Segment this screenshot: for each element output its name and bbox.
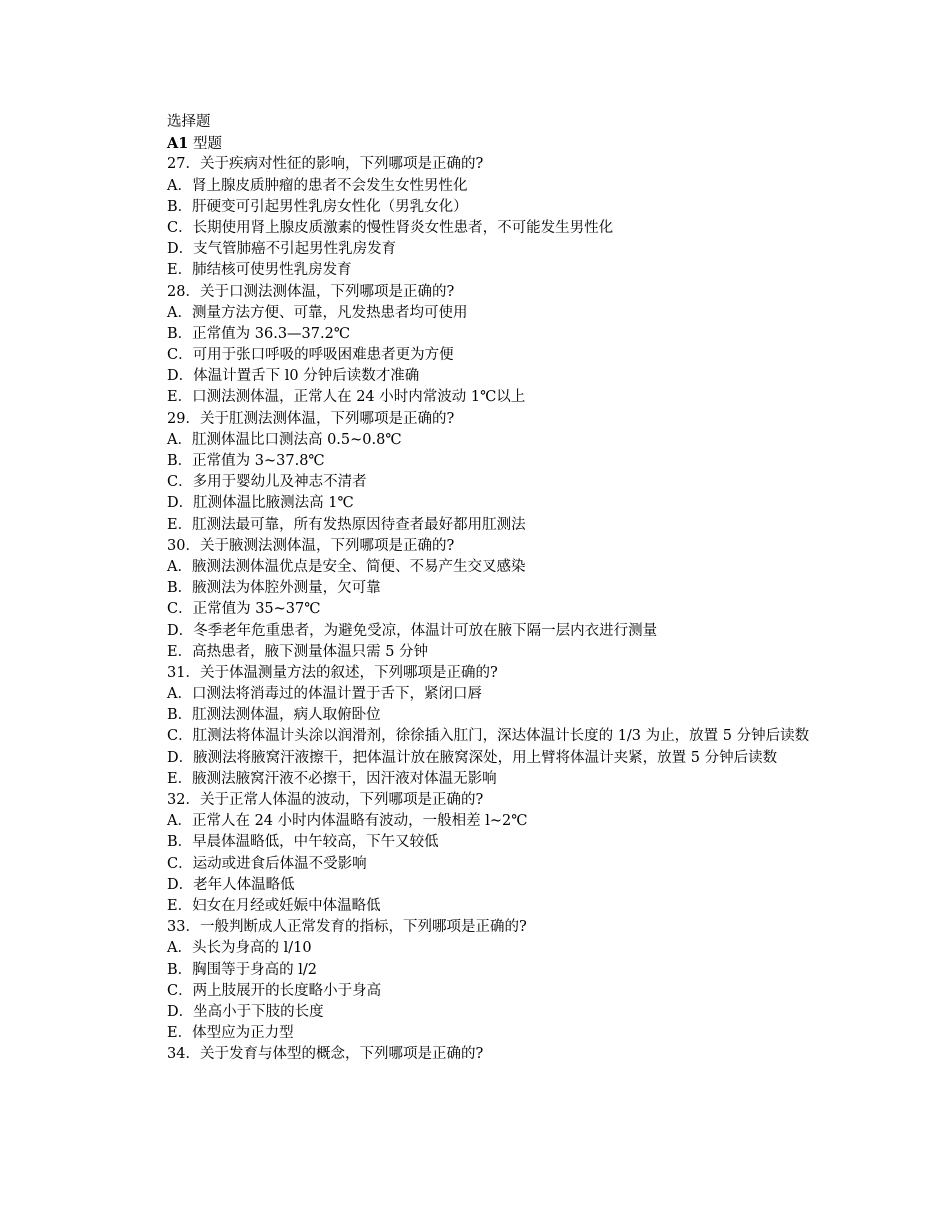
subsection-heading	[143, 133, 823, 154]
text-line: E．体型应为正力型	[167, 1025, 294, 1042]
text-line: 30．关于腋测法测体温，下列哪项是正确的?	[167, 537, 455, 554]
text-line: 32．关于正常人体温的波动，下列哪项是正确的?	[167, 792, 484, 809]
wrapped-option-text: D．腋测法将腋窝汗液擦干，把体温计放在腋窝深处，用上臂将体温计夹紧，放置 5 分钟后读数	[167, 749, 778, 766]
text-line: A．正常人在 24 小时内体温略有波动，一般相差 l~2℃	[167, 813, 528, 830]
text-line: C．多用于婴幼儿及神志不清者	[167, 474, 367, 491]
text-line: D．坐高小于下肢的长度	[167, 1003, 324, 1020]
text-line: C．两上肢展开的长度略小于身高	[167, 982, 382, 999]
text-line: 33．一般判断成人正常发育的指标，下列哪项是正确的?	[167, 919, 527, 936]
text-line: B．正常值为 3~37.8℃	[167, 453, 325, 469]
text-line: 28．关于口测法测体温，下列哪项是正确的?	[167, 283, 455, 300]
text-line: A．测量方法方便、可靠，凡发热患者均可使用	[167, 304, 468, 321]
text-line: 29．关于肛测法测体温，下列哪项是正确的?	[167, 410, 455, 427]
text-line: C．可用于张口呼吸的呼吸困难患者更为方便	[167, 347, 454, 364]
subsection-code: A1	[167, 135, 189, 153]
text-line: B．正常值为 36.3—37.2℃	[167, 325, 351, 342]
text-line: D．老年人体温略低	[167, 876, 295, 893]
text-line: 27．关于疾病对性征的影响，下列哪项是正确的?	[167, 156, 484, 173]
text-line: C．运动或进食后体温不受影响	[167, 855, 367, 872]
text-line: A．口测法将消毒过的体温计置于舌下，紧闭口唇	[167, 686, 482, 703]
text-line: A．腋测法测体温优点是安全、简便、不易产生交叉感染	[167, 558, 526, 575]
text-line: A．头长为身高的 l/10	[167, 940, 312, 957]
text-line: 34．关于发育与体型的概念，下列哪项是正确的?	[167, 1046, 484, 1063]
text-line: B．胸围等于身高的 l/2	[167, 961, 318, 978]
text-line: E．妇女在月经或妊娠中体温略低	[167, 897, 381, 914]
text-line: E．肛测法最可靠，所有发热原因待查者最好都用肛测法	[167, 516, 526, 533]
subsection-label: 型题	[188, 136, 222, 153]
text-line: D．肛测体温比腋测法高 1℃	[167, 495, 354, 512]
section-heading: 选择题	[167, 114, 211, 130]
text-line: B．肝硬变可引起男性乳房女性化（男乳女化）	[167, 198, 468, 215]
text-line: B．肛测法测体温，病人取俯卧位	[167, 707, 381, 724]
text-line: B．腋测法为体腔外测量，欠可靠	[167, 580, 381, 597]
text-line: B．早晨体温略低，中午较高，下午又较低	[167, 834, 439, 851]
document-body	[143, 112, 823, 1065]
text-line: E．高热患者，腋下测量体温只需 5 分钟	[167, 643, 429, 660]
text-line: E．口测法测体温，正常人在 24 小时内常波动 1℃以上	[167, 389, 526, 406]
text-line: D．冬季老年危重患者，为避免受凉，体温计可放在腋下隔一层内衣进行测量	[167, 622, 658, 639]
text-line: D．支气管肺癌不引起男性乳房发育	[167, 241, 397, 258]
text-line: A．肾上腺皮质肿瘤的患者不会发生女性男性化	[167, 177, 468, 194]
text-line: E．肺结核可使男性乳房发育	[167, 262, 352, 279]
wrapped-option-text: C．肛测法将体温计头涂以润滑剂，徐徐插入肛门，深达体温计长度的 1/3 为止，放置 5 分钟后读数	[167, 728, 810, 745]
text-line: C．长期使用肾上腺皮质激素的慢性肾炎女性患者，不可能发生男性化	[167, 219, 614, 236]
text-line: A．肛测体温比口测法高 0.5~0.8℃	[167, 431, 402, 448]
text-line: C．正常值为 35~37℃	[167, 601, 321, 618]
text-line: 31．关于体温测量方法的叙述，下列哪项是正确的?	[167, 664, 498, 681]
text-line: D．体温计置舌下 l0 分钟后读数才准确	[167, 368, 420, 385]
text-line: E．腋测法腋窝汗液不必擦干，因汗液对体温无影响	[167, 770, 497, 787]
